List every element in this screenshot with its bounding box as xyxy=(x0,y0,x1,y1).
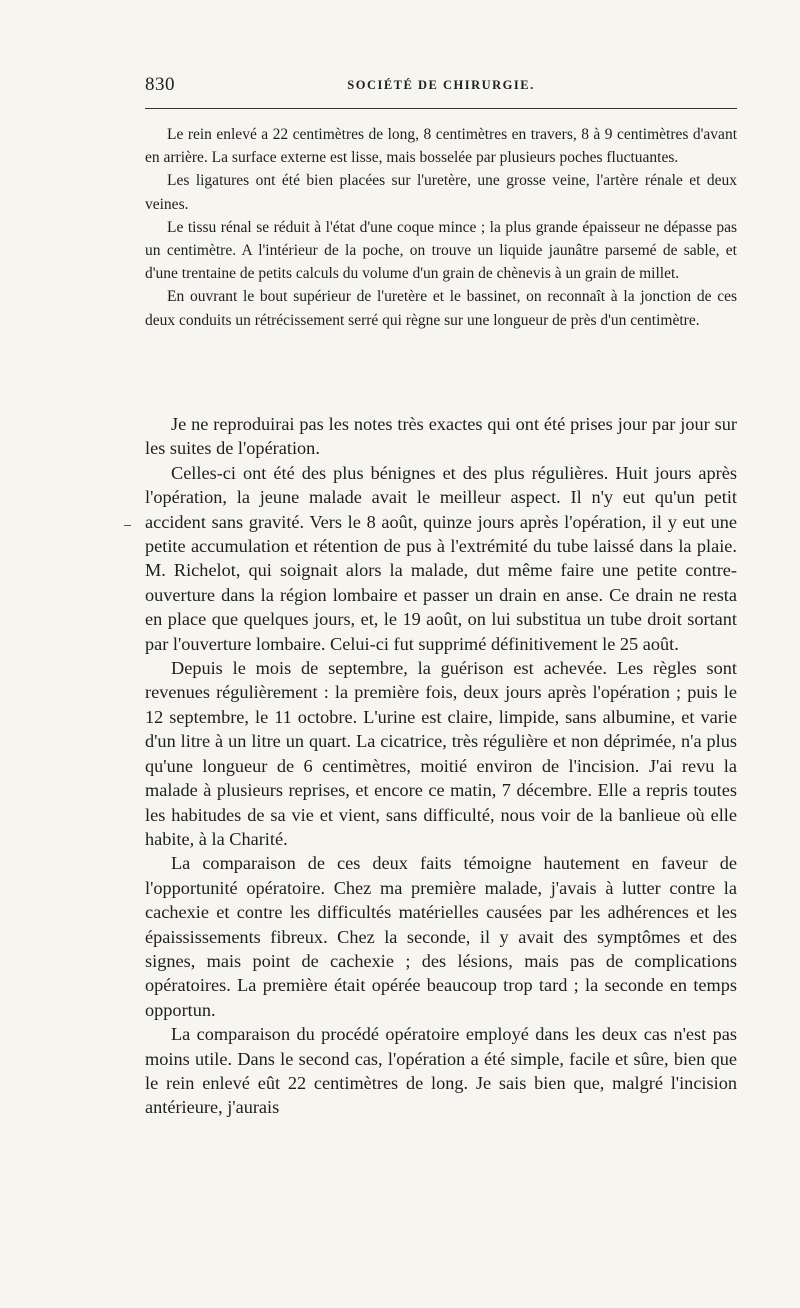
paragraph: La comparaison de ces deux faits témoigne hautement en faveur de l'opportunité opératoire. Chez ma première malade, j'avais à lutter contre la cachexie et contre les difficultés matérielles causées par les adhérences et les épaississements fibreux. Chez la seconde, il y avait des symptômes et des signes, mais point de cachexie ; des lésions, mais pas de complications opératoires. La première était opérée beaucoup trop tard ; la seconde en temps opportun. xyxy=(145,853,737,1020)
paragraph: Depuis le mois de septembre, la guérison est achevée. Les règles sont revenues régulièrement : la première fois, deux jours après l'opération ; puis le 12 septembre, le 11 octobre. L'urine est claire, limpide, sans albumine, et varie d'un litre à un litre un quart. La cicatrice, très régulière et non déprimée, n'a plus qu'une longueur de 6 centimètres, moitié environ de l'incision. J'ai revu la malade à plusieurs reprises, et encore ce matin, 7 décembre. Elle a repris toutes les habitudes de sa vie et vient, sans difficulté, nous voir de la banlieue où elle habite, à la Charité. xyxy=(145,658,737,849)
running-title: SOCIÉTÉ DE CHIRURGIE. xyxy=(347,78,535,92)
paragraph: En ouvrant le bout supérieur de l'uretère et le bassinet, on reconnaît à la jonction de ces deux conduits un rétrécissement serré qui règne sur une longueur de près d'un centimètre. xyxy=(145,288,737,329)
margin-mark xyxy=(124,525,131,526)
page-header xyxy=(145,74,737,104)
header-rule xyxy=(145,108,737,109)
paragraph: Le rein enlevé a 22 centimètres de long, 8 centimètres en travers, 8 à 9 centimètres d'avant en arrière. La surface externe est lisse, mais bosselée par plusieurs poches fluctuantes. xyxy=(145,126,737,167)
paragraph: Je ne reproduirai pas les notes très exactes qui ont été prises jour par jour sur les suites de l'opération. xyxy=(145,414,737,459)
paragraph: Les ligatures ont été bien placées sur l'uretère, une grosse veine, l'artère rénale et deux veines. xyxy=(145,172,737,213)
case-report-small-text xyxy=(145,123,737,332)
paragraph: La comparaison du procédé opératoire employé dans les deux cas n'est pas moins utile. Dans le second cas, l'opération a été simple, facile et sûre, bien que le rein enlevé eût 22 centimètres de long. Je sais bien que, malgré l'incision antérieure, j'aurais xyxy=(145,1024,737,1118)
paragraph: Celles-ci ont été des plus bénignes et des plus régulières. Huit jours après l'opération, la jeune malade avait le meilleur aspect. Il n'y eut qu'un petit accident sans gravité. Vers le 8 août, quinze jours après l'opération, il y eut une petite accumulation et rétention de pus à l'extrémité du tube laissé dans la plaie. M. Richelot, qui soignait alors la malade, dut même faire une petite contre-ouverture dans la région lombaire et passer un drain en anse. Ce drain ne resta en place que quelques jours, et, le 19 août, on lui substitua un tube droit sortant par l'ouverture lombaire. Celui-ci fut supprimé définitivement le 25 août. xyxy=(145,462,737,654)
paragraph: Le tissu rénal se réduit à l'état d'une coque mince ; la plus grande épaisseur ne dépasse pas un centimètre. A l'intérieur de la poche, on trouve un liquide jaunâtre parsemé de sable, et d'une trentaine de petits calculs du volume d'un grain de chènevis à un grain de millet. xyxy=(145,218,737,283)
main-body-text xyxy=(145,412,737,1120)
page-number: 830 xyxy=(145,74,175,95)
